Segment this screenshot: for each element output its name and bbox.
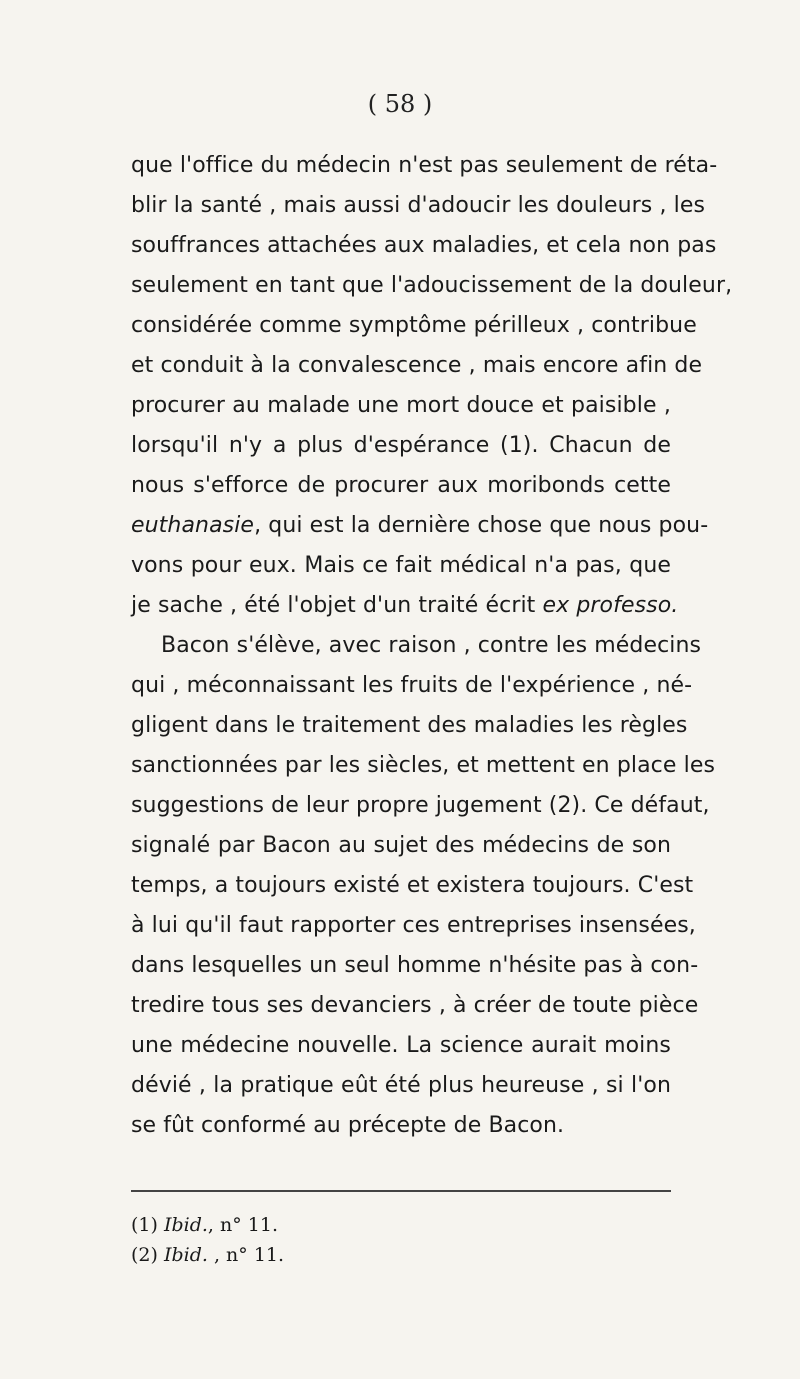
- italic-term: euthanasie: [131, 513, 255, 538]
- text-line: signalé par Bacon au sujet des médecins de son: [131, 833, 671, 858]
- text-line: qui , méconnaissant les fruits de l'expérience , né-: [131, 673, 693, 698]
- footnote-divider: [131, 1190, 671, 1192]
- footnote-rest: , n° 11.: [207, 1244, 285, 1266]
- footnote-mark: (2): [131, 1244, 158, 1266]
- text-line: seulement en tant que l'adoucissement de la douleur,: [131, 273, 733, 298]
- page-number: ( 58 ): [367, 90, 433, 118]
- italic-term: ex professo.: [542, 593, 679, 618]
- footnote-ibid: Ibid.: [163, 1214, 208, 1236]
- text-line: considérée comme symptôme périlleux , contribue: [131, 313, 697, 338]
- footnote: [131, 1240, 671, 1270]
- text-line: suggestions de leur propre jugement (2). Ce défaut,: [131, 793, 710, 818]
- footnotes: [131, 1210, 671, 1270]
- line-rest: , qui est la dernière chose que nous pou-: [254, 513, 709, 538]
- footnote-rest: , n° 11.: [207, 1214, 278, 1236]
- text-line: blir la santé , mais aussi d'adoucir les douleurs , les: [131, 193, 706, 218]
- text-line: dans lesquelles un seul homme n'hésite pas à con-: [131, 953, 699, 978]
- text-line: [131, 506, 709, 546]
- text-line: sanctionnées par les siècles, et mettent en place les: [131, 753, 716, 778]
- text-line: tredire tous ses devanciers , à créer de toute pièce: [131, 993, 699, 1018]
- text-line: Bacon s'élève, avec raison , contre les médecins: [161, 633, 702, 658]
- text-line: lorsqu'il n'y a plus d'espérance (1). Chacun de: [131, 433, 671, 458]
- text-line: se fût conformé au précepte de Bacon.: [131, 1113, 565, 1138]
- text-line: vons pour eux. Mais ce fait médical n'a pas, que: [131, 553, 671, 578]
- text-line: dévié , la pratique eût été plus heureuse , si l'on: [131, 1073, 671, 1098]
- line-before: je sache , été l'objet d'un traité écrit: [131, 593, 543, 618]
- text-line: [131, 586, 679, 626]
- text-line: gligent dans le traitement des maladies les règles: [131, 713, 688, 738]
- text-line: à lui qu'il faut rapporter ces entreprises insensées,: [131, 913, 696, 938]
- text-line: procurer au malade une mort douce et paisible ,: [131, 393, 671, 418]
- text-line: souffrances attachées aux maladies, et cela non pas: [131, 233, 717, 258]
- text-line: nous s'efforce de procurer aux moribonds cette: [131, 473, 671, 498]
- footnote-ibid: Ibid.: [163, 1244, 208, 1266]
- footnote: [131, 1210, 671, 1240]
- text-line: que l'office du médecin n'est pas seulement de réta-: [131, 153, 718, 178]
- text-line: une médecine nouvelle. La science aurait moins: [131, 1033, 671, 1058]
- text-line: et conduit à la convalescence , mais encore afin de: [131, 353, 703, 378]
- text-line: temps, a toujours existé et existera toujours. C'est: [131, 873, 694, 898]
- body-text: [131, 146, 733, 1146]
- footnote-mark: (1): [131, 1214, 158, 1236]
